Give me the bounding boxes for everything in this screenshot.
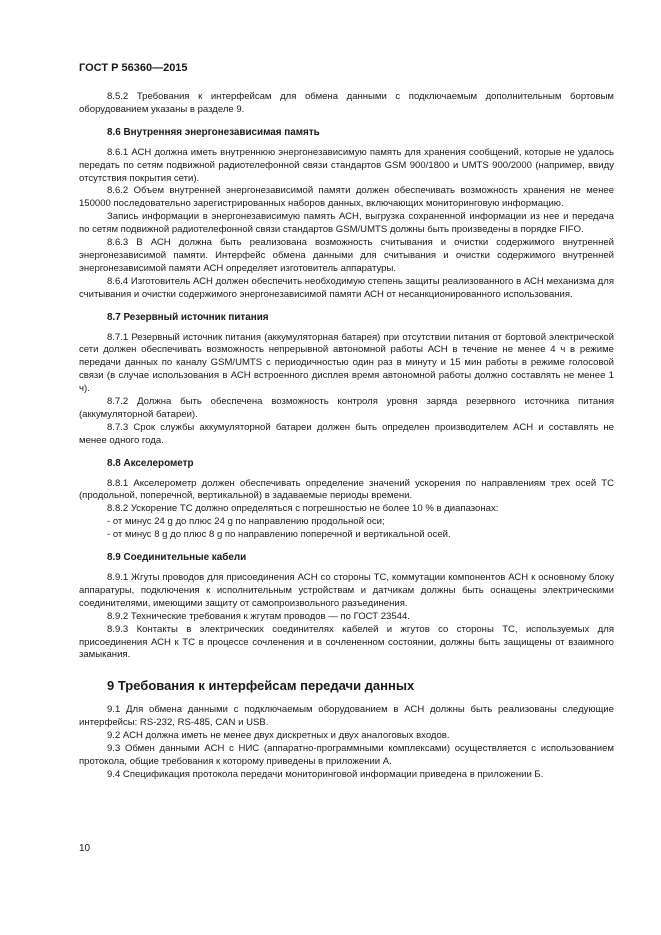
paragraph-8-6-1: 8.6.1 АСН должна иметь внутреннюю энергонезависимую память для хранения сообщений, которые не удалось передать по сетям подвижной радиотелефонной связи стандартов GSM 900/1800 и UMTS 900/2000 (например, ввиду отсутствия покрытия сети). [79, 146, 614, 184]
heading-8-6: 8.6 Внутренняя энергонезависимая память [107, 126, 320, 138]
standard-header: ГОСТ Р 56360—2015 [79, 62, 188, 74]
paragraph-8-8-2: 8.8.2 Ускорение ТС должно определяться с погрешностью не более 10 % в диапазонах: [107, 503, 499, 515]
heading-8-9: 8.9 Соединительные кабели [107, 552, 247, 564]
heading-8-8: 8.8 Акселерометр [107, 457, 194, 469]
paragraph-8-8-1: 8.8.1 Акселерометр должен обеспечивать определение значений ускорения по направлениям трех осей ТС (продольной, поперечной, вертикальной) в задаваемые периоды времени. [79, 477, 614, 502]
paragraph-8-6-2-fifo: Запись информации в энергонезависимую память АСН, выгрузка сохраненной информации из нее и передача по сетям подвижной радиотелефонной связи стандартов GSM/UMTS должны быть произведены в порядке FIFO. [79, 211, 614, 236]
paragraph-8-9-1: 8.9.1 Жгуты проводов для присоединения АСН со стороны ТС, коммутации компонентов АСН к основному блоку аппаратуры, подключения к исполнительным устройствам и датчикам должны быть оснащены электрическими соединителями, имеющими защиту от самопроизвольного разъединения. [79, 572, 614, 609]
paragraph-8-7-1: 8.7.1 Резервный источник питания (аккумуляторная батарея) при отсутствии питания от бортовой электрической сети должен обеспечивать возможность непрерывной автономной работы АСН в течение не менее 4 ч в режиме передачи данных по каналу GSM/UMTS с периодичностью один раз в минуту и 15 мин работы в режиме голосовой связи (в случае использования в АСН встроенного дисплея время автономной работы должно составлять не менее 1 ч). [79, 331, 614, 395]
paragraph-8-7-2: 8.7.2 Должна быть обеспечена возможность контроля уровня заряда резервного источника питания (аккумуляторной батареи). [79, 396, 614, 420]
page-number: 10 [79, 843, 91, 854]
heading-8-7: 8.7 Резервный источник питания [107, 311, 269, 323]
paragraph-8-9-2: 8.9.2 Технические требования к жгутам проводов — по ГОСТ 23544. [107, 610, 410, 622]
paragraph-8-5-2: 8.5.2 Требования к интерфейсам для обмена данными с подключаемым дополнительным бортовым оборудованием указаны в разделе 9. [79, 91, 614, 115]
page-content [79, 91, 614, 782]
paragraph-8-6-4: 8.6.4 Изготовитель АСН должен обеспечить необходимую степень защиты реализованного в АСН механизма для считывания и очистки содержимого энергонезависимой памяти АСН от несанкционированного использования. [79, 275, 614, 300]
paragraph-9-1: 9.1 Для обмена данными с подключаемым оборудованием в АСН должны быть реализованы следующие интерфейсы: RS-232, RS-485, CAN и USB. [79, 704, 614, 729]
list-item-transverse-vertical: - от минус 8 g до плюс 8 g по направлению поперечной и вертикальной осей. [107, 529, 451, 541]
paragraph-8-6-3: 8.6.3 В АСН должна быть реализована возможность считывания и очистки содержимого внутренней энергонезависимой памяти. Интерфейс обмена данными для считывания и очистки содержимого внутренней энергонезависимой памяти АСН определяет изготовитель аппаратуры. [79, 237, 614, 274]
paragraph-8-9-3: 8.9.3 Контакты в электрических соединителях кабелей и жгутов со стороны ТС, используемых для присоединения АСН к ТС в процессе сочленения и в сочлененном состоянии, должны быть защищены от взаимного замыкания. [79, 623, 614, 661]
paragraph-8-6-2: 8.6.2 Объем внутренней энергонезависимой памяти должен обеспечивать возможность хранения не менее 150000 последовательно зарегистрированных наборов данных, включающих мониторинговую информацию. [79, 185, 614, 210]
paragraph-9-2: 9.2 АСН должна иметь не менее двух дискретных и двух аналоговых входов. [107, 730, 450, 742]
paragraph-9-4: 9.4 Спецификация протокола передачи мониторинговой информации приведена в приложении Б. [107, 768, 544, 780]
section-heading-9: 9 Требования к интерфейсам передачи данных [107, 678, 415, 694]
paragraph-8-7-3: 8.7.3 Срок службы аккумуляторной батареи должен быть определен производителем АСН и составлять не менее одного года. [79, 421, 614, 446]
paragraph-9-3: 9.3 Обмен данными АСН с НИС (аппаратно-программными комплексами) осуществляется с использованием протокола, общие требования к которому приведены в приложении А. [79, 742, 614, 767]
list-item-longitudinal: - от минус 24 g до плюс 24 g по направлению продольной оси; [107, 516, 385, 528]
